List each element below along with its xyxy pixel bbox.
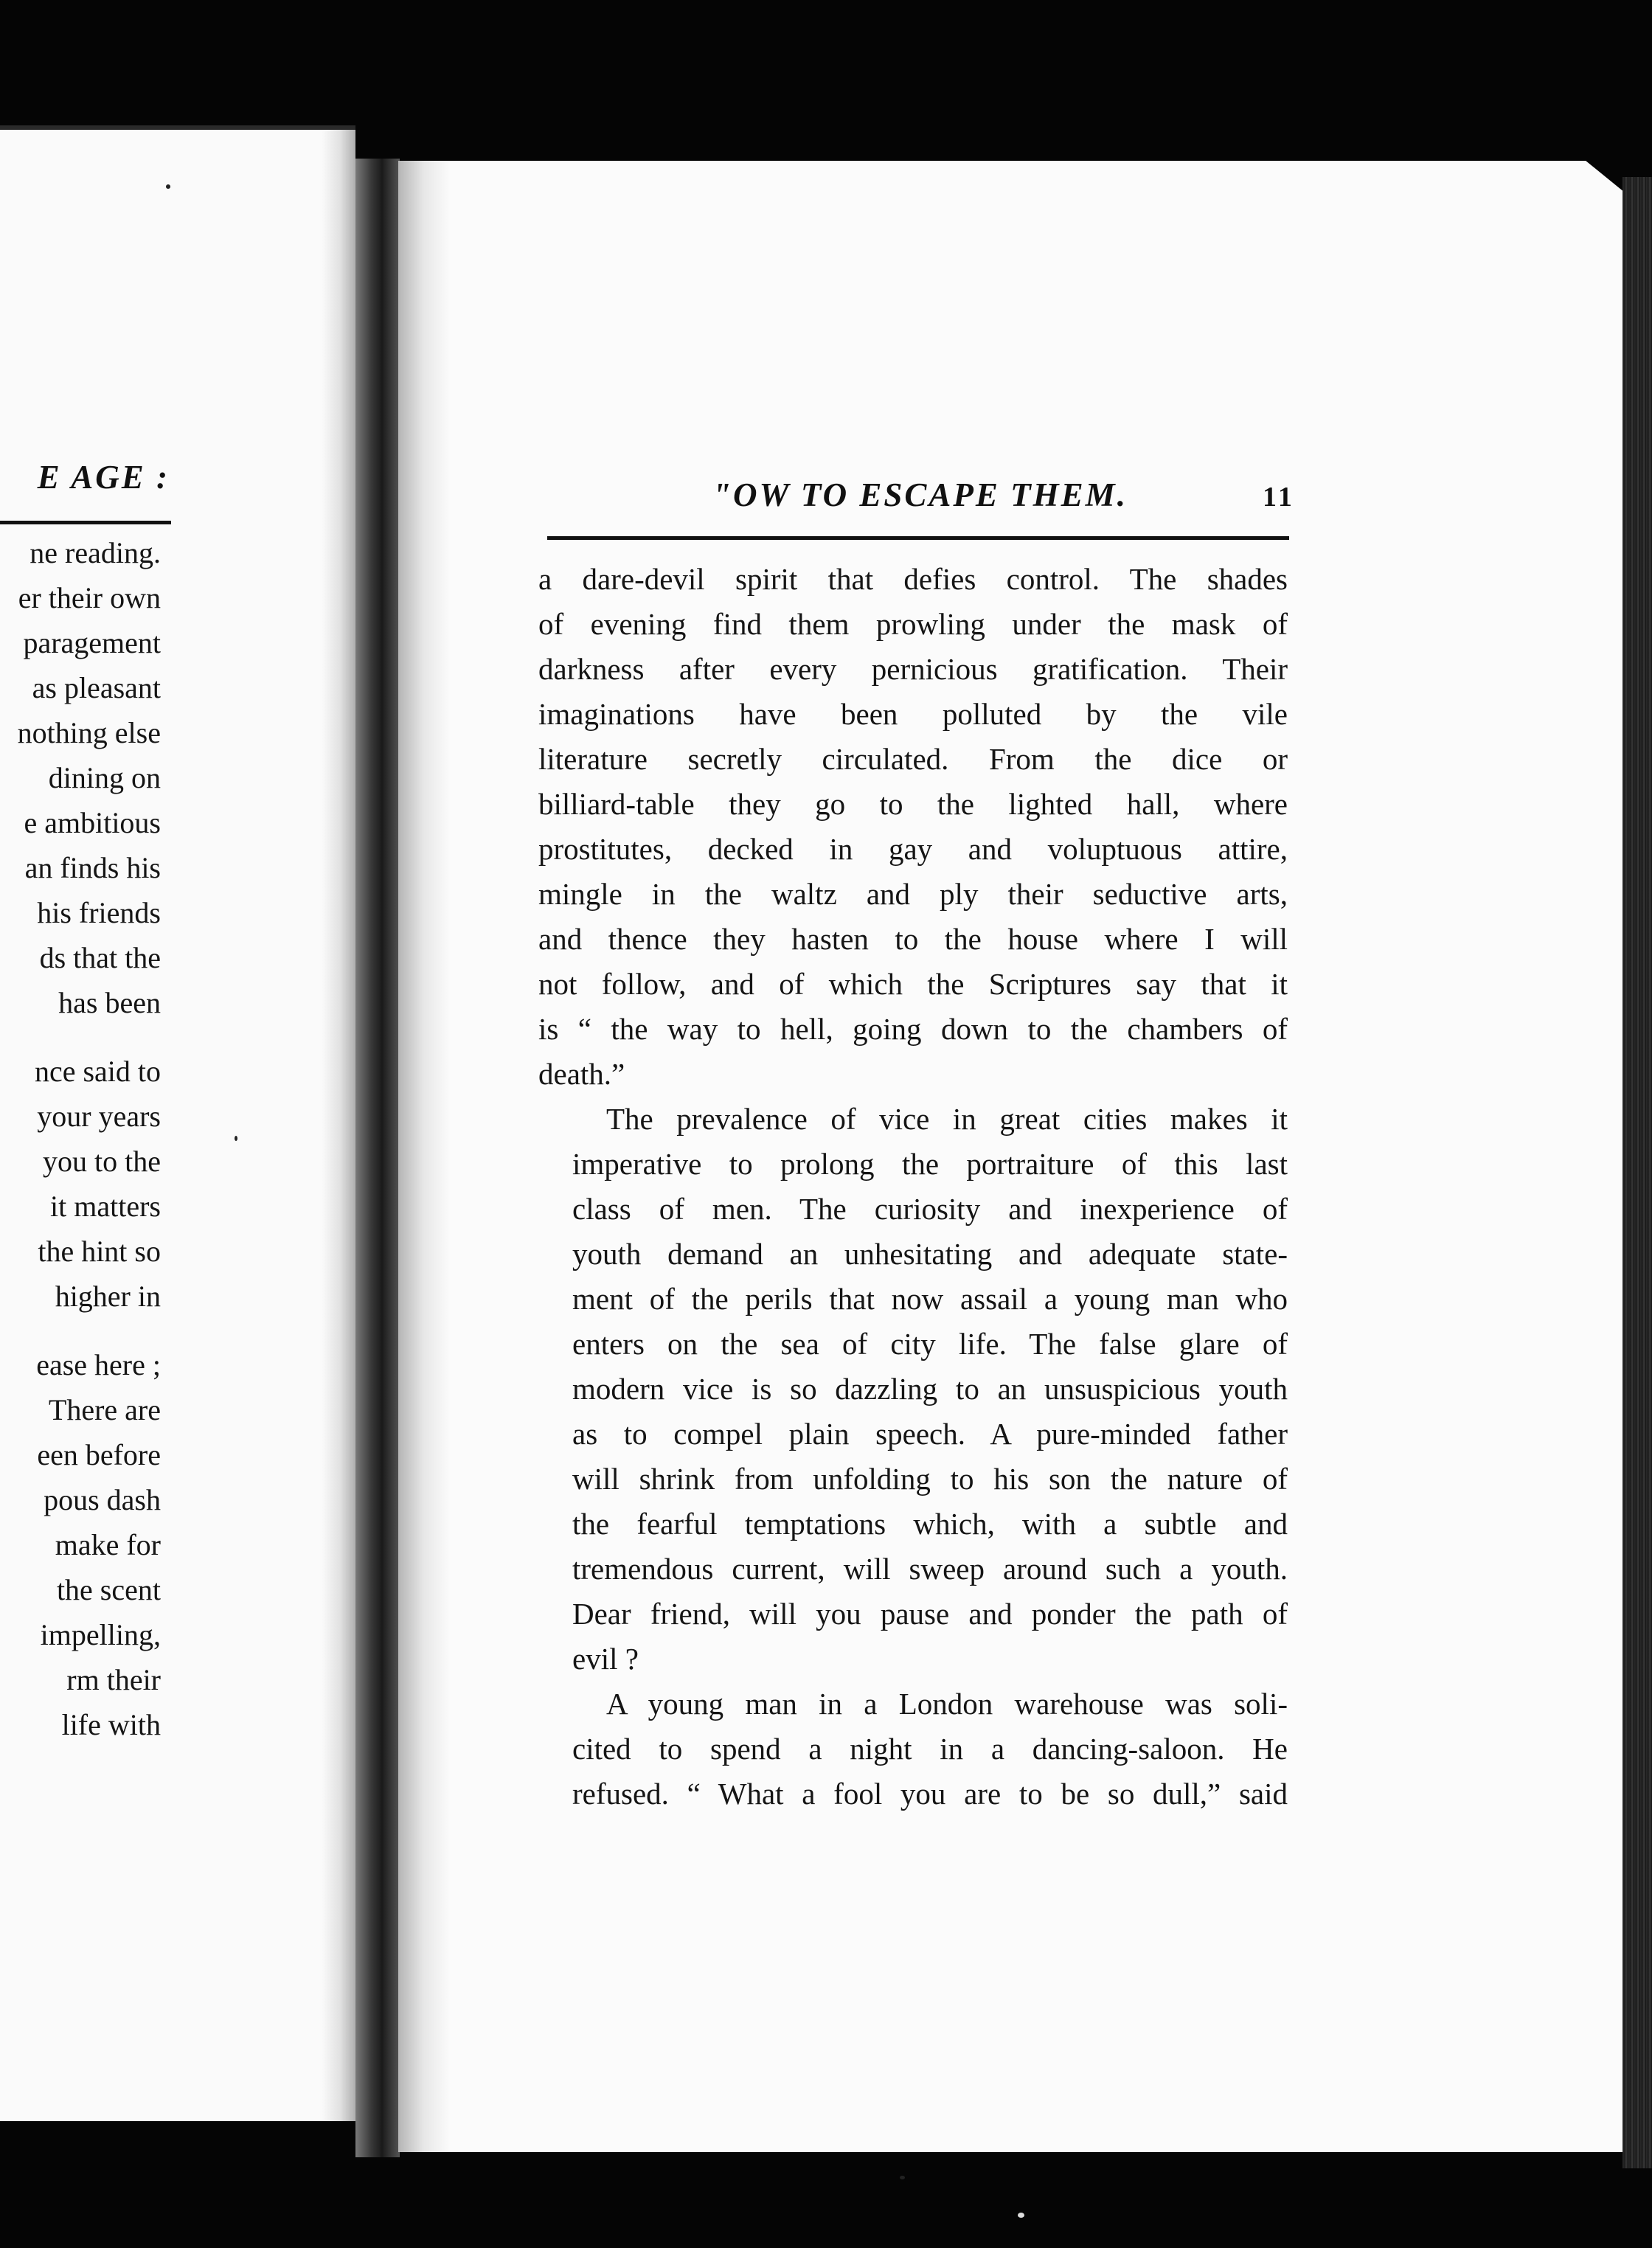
page-number: 11 bbox=[1263, 482, 1295, 513]
paragraph bbox=[538, 1682, 1288, 1817]
text-line: refused. “ What a fool you are to be so dull,” said bbox=[572, 1777, 1288, 1811]
running-head: "OW TO ESCAPE THEM. bbox=[712, 476, 1128, 513]
left-text-line: higher in bbox=[55, 1280, 161, 1313]
text-line: imaginations have been polluted by the vile bbox=[538, 697, 1288, 731]
scan-speck bbox=[235, 1136, 237, 1141]
text-line: cited to spend a night in a dancing-saloon. He bbox=[572, 1732, 1288, 1766]
left-text-line bbox=[0, 1025, 161, 1049]
paragraph bbox=[538, 1097, 1288, 1682]
left-text-line: rm their bbox=[66, 1663, 161, 1696]
text-line: imperative to prolong the portraiture of this last bbox=[572, 1147, 1288, 1181]
text-line: class of men. The curiosity and inexperience of bbox=[572, 1192, 1288, 1226]
left-text-line: your years bbox=[37, 1100, 161, 1133]
left-text-line: an finds his bbox=[24, 851, 161, 884]
left-text-line: the hint so bbox=[38, 1235, 161, 1268]
text-line: tremendous current, will sweep around such a youth. bbox=[572, 1552, 1288, 1586]
text-line: the fearful temptations which, with a subtle and bbox=[572, 1507, 1288, 1541]
left-text-line: has been bbox=[58, 986, 161, 1019]
left-text-line: his friends bbox=[37, 896, 161, 929]
text-line: billiard-table they go to the lighted hall, where bbox=[538, 787, 1288, 821]
text-line: is “ the way to hell, going down to the chambers of bbox=[538, 1012, 1288, 1046]
right-gutter-shadow bbox=[398, 161, 450, 2152]
text-line: literature secretly circulated. From the dice or bbox=[538, 742, 1288, 776]
left-text-line: impelling, bbox=[40, 1618, 161, 1651]
header-rule bbox=[547, 536, 1289, 540]
left-text-line: it matters bbox=[50, 1190, 161, 1223]
left-text-line: ease here ; bbox=[36, 1348, 161, 1381]
text-line: ment of the perils that now assail a young man who bbox=[572, 1282, 1288, 1316]
left-page-text bbox=[0, 530, 161, 1747]
text-line: youth demand an unhesitating and adequate state- bbox=[572, 1237, 1288, 1271]
left-running-head: E AGE : bbox=[37, 459, 170, 496]
text-line: not follow, and of which the Scriptures say that it bbox=[538, 967, 1288, 1001]
left-text-line: the scent bbox=[56, 1573, 161, 1606]
text-line: and thence they hasten to the house where I will bbox=[538, 922, 1288, 956]
text-line: modern vice is so dazzling to an unsuspicious youth bbox=[572, 1372, 1288, 1406]
left-text-line: een before bbox=[37, 1438, 161, 1471]
scan-speck bbox=[166, 184, 170, 189]
paragraph bbox=[538, 557, 1288, 1097]
left-gutter-shadow bbox=[322, 130, 355, 2121]
book-spine bbox=[355, 159, 400, 2157]
text-line: mingle in the waltz and ply their seductive arts, bbox=[538, 877, 1288, 911]
left-header-rule bbox=[0, 521, 171, 524]
left-text-line: ds that the bbox=[39, 941, 161, 974]
text-line: A young man in a London warehouse was soli- bbox=[606, 1687, 1288, 1721]
left-text-line: There are bbox=[48, 1393, 161, 1426]
text-line: Dear friend, will you pause and ponder the path of bbox=[572, 1597, 1288, 1631]
text-line: as to compel plain speech. A pure-minded father bbox=[572, 1417, 1288, 1451]
text-line: death.” bbox=[538, 1057, 625, 1091]
scan-speck bbox=[1018, 2213, 1024, 2218]
left-text-line: as pleasant bbox=[32, 671, 161, 704]
left-text-line: ne reading. bbox=[30, 536, 161, 569]
left-page bbox=[0, 125, 355, 2121]
left-text-line: nothing else bbox=[17, 716, 161, 749]
text-line: evil ? bbox=[572, 1642, 639, 1676]
text-line: a dare-devil spirit that defies control. The shades bbox=[538, 562, 1288, 596]
left-text-line: dining on bbox=[48, 761, 161, 794]
left-text-line: make for bbox=[55, 1528, 161, 1561]
text-line: enters on the sea of city life. The false glare of bbox=[572, 1327, 1288, 1361]
left-text-line: nce said to bbox=[34, 1055, 161, 1088]
text-line: of evening find them prowling under the mask of bbox=[538, 607, 1288, 641]
text-line: prostitutes, decked in gay and voluptuous attire, bbox=[538, 832, 1288, 866]
page-edges bbox=[1622, 177, 1652, 2168]
left-text-line: er their own bbox=[18, 581, 161, 614]
left-text-line: life with bbox=[61, 1708, 161, 1741]
left-text-line: paragement bbox=[23, 626, 161, 659]
left-text-line: you to the bbox=[43, 1145, 161, 1178]
scan-speck bbox=[900, 2176, 905, 2179]
left-text-line: pous dash bbox=[44, 1483, 161, 1516]
text-line: will shrink from unfolding to his son the nature of bbox=[572, 1462, 1288, 1496]
left-text-line: e ambitious bbox=[24, 806, 161, 839]
left-text-line bbox=[0, 1319, 161, 1342]
text-line: darkness after every pernicious gratification. Their bbox=[538, 652, 1288, 686]
body-text bbox=[538, 557, 1288, 1817]
text-line: The prevalence of vice in great cities makes it bbox=[606, 1102, 1288, 1136]
